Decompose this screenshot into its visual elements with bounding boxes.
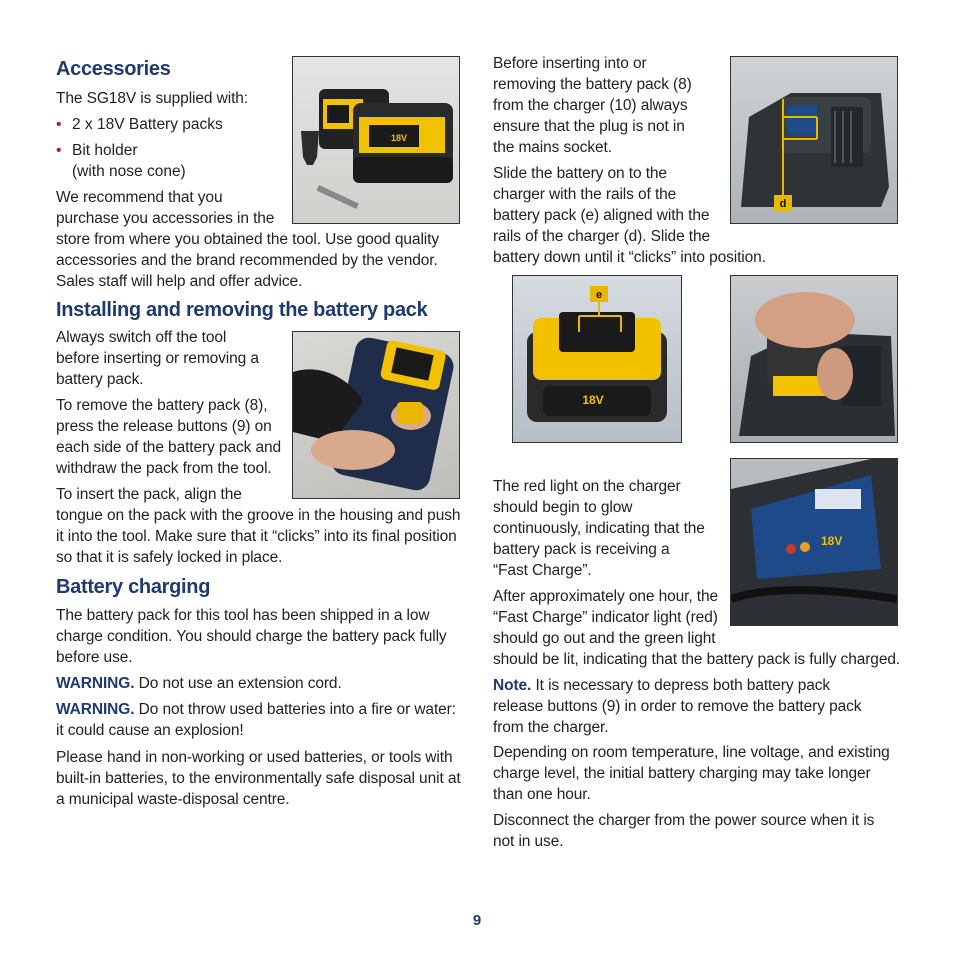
text-line: removing the battery pack (8) bbox=[493, 76, 692, 93]
text-line: “Fast Charge” indicator light (red) bbox=[493, 609, 718, 626]
text-line: To insert the pack, align the bbox=[56, 486, 242, 503]
text-line: battery pack (e) aligned with the bbox=[493, 207, 710, 224]
text-line: Depending on room temperature, line voltage, and existing bbox=[493, 744, 890, 761]
text-line: accessories and the brand recommended by the vendor. bbox=[56, 252, 438, 269]
text-line: battery down until it “clicks” into position. bbox=[493, 249, 766, 266]
text-line: battery pack. bbox=[56, 371, 144, 388]
text-line: The battery pack for this tool has been shipped in a low bbox=[56, 607, 430, 624]
bullet-text: (with nose cone) bbox=[72, 163, 186, 180]
battery-e-image bbox=[513, 276, 681, 442]
before-inserting-paragraph bbox=[493, 53, 723, 158]
remove-paragraph bbox=[56, 395, 291, 479]
callout-d-label: d bbox=[779, 198, 787, 210]
text-line: before use. bbox=[56, 649, 133, 666]
note-label: Note. bbox=[493, 677, 532, 694]
text-line: To remove the battery pack (8), bbox=[56, 397, 268, 414]
text-line: Please hand in non-working or used batteries, or tools with bbox=[56, 749, 453, 766]
text-line: charger with the rails of the bbox=[493, 186, 677, 203]
charging-paragraph bbox=[56, 605, 466, 668]
text-line: rails of the charger (d). Slide the bbox=[493, 228, 711, 245]
text-line: not in use. bbox=[493, 833, 564, 850]
accessories-photo bbox=[292, 56, 460, 224]
bullet-text: Bit holder bbox=[72, 142, 138, 159]
hands-battery-image bbox=[293, 332, 459, 498]
text-line: should begin to glow bbox=[493, 499, 633, 516]
text-line: built-in batteries, to the environmentally safe disposal unit at bbox=[56, 770, 461, 787]
text-line: so that it is safely locked in place. bbox=[56, 549, 283, 566]
warning-label: WARNING. bbox=[56, 675, 135, 692]
charger-voltage-label: 18V bbox=[821, 534, 843, 548]
list-item bbox=[56, 114, 223, 135]
slide-on-charger-photo bbox=[730, 275, 898, 443]
text-line: “Fast Charge”. bbox=[493, 562, 592, 579]
battery-label: 18V bbox=[582, 393, 604, 407]
text-line: tongue on the pack with the groove in the housing and push bbox=[56, 507, 461, 524]
bullet-marker: • bbox=[56, 116, 62, 133]
text-line: should be lit, indicating that the battery pack is fully charged. bbox=[493, 651, 901, 668]
charger-front-image bbox=[731, 459, 897, 625]
switch-off-paragraph bbox=[56, 327, 291, 390]
disconnect-paragraph bbox=[493, 810, 913, 852]
red-light-paragraph bbox=[493, 476, 728, 581]
text-line: After approximately one hour, the bbox=[493, 588, 719, 605]
battery-label: 18V bbox=[391, 133, 408, 143]
charger-image bbox=[731, 57, 897, 223]
charger-rails-photo bbox=[730, 56, 898, 224]
text-line: a municipal waste-disposal centre. bbox=[56, 791, 290, 808]
text-line: press the release buttons (9) on bbox=[56, 418, 272, 435]
text-line: store from where you obtained the tool. Use good quality bbox=[56, 231, 439, 248]
text-line: ensure that the plug is not in bbox=[493, 118, 685, 135]
text-line: Before inserting into or bbox=[493, 55, 647, 72]
warning-text: Do not use an extension cord. bbox=[134, 675, 342, 692]
text-line: charge condition. You should charge the battery pack fully bbox=[56, 628, 447, 645]
page-number: 9 bbox=[472, 912, 482, 929]
install-heading: Installing and removing the battery pack bbox=[56, 299, 428, 321]
text-line: Disconnect the charger from the power source when it is bbox=[493, 812, 875, 829]
note-paragraph bbox=[493, 675, 913, 738]
dispose-paragraph bbox=[56, 747, 466, 810]
accessories-heading: Accessories bbox=[56, 58, 171, 80]
charger-lights-photo bbox=[730, 458, 898, 626]
text-line: Always switch off the tool bbox=[56, 329, 227, 346]
text-line: Sales staff will help and offer advice. bbox=[56, 273, 303, 290]
text-line: We recommend that you bbox=[56, 189, 223, 206]
note-text: It is necessary to depress both battery pack bbox=[531, 677, 831, 694]
text-line: Slide the battery on to the bbox=[493, 165, 667, 182]
text-line: The red light on the charger bbox=[493, 478, 681, 495]
hand-charger-image bbox=[731, 276, 897, 442]
charging-heading: Battery charging bbox=[56, 576, 211, 598]
text-line: each side of the battery pack and bbox=[56, 439, 282, 456]
text-line: from the charger. bbox=[493, 719, 609, 736]
warning-fire bbox=[56, 699, 466, 741]
battery-packs-image bbox=[293, 57, 459, 223]
warning-text: Do not throw used batteries into a fire or water: bbox=[134, 701, 456, 718]
text-line: battery pack is receiving a bbox=[493, 541, 670, 558]
text-line: purchase you accessories in the bbox=[56, 210, 275, 227]
accessories-intro: The SG18V is supplied with: bbox=[56, 90, 249, 107]
warning-label: WARNING. bbox=[56, 701, 135, 718]
text-line: before inserting or removing a bbox=[56, 350, 259, 367]
warning-extension bbox=[56, 673, 342, 694]
text-line: continuously, indicating that the bbox=[493, 520, 705, 537]
callout-e-label: e bbox=[595, 289, 603, 301]
remove-pack-photo bbox=[292, 331, 460, 499]
list-item bbox=[56, 140, 186, 182]
bullet-text: 2 x 18V Battery packs bbox=[72, 116, 223, 133]
depending-paragraph bbox=[493, 742, 913, 805]
text-line: it into the tool. Make sure that it “clicks” into its final position bbox=[56, 528, 457, 545]
text-line: from the charger (10) always bbox=[493, 97, 688, 114]
text-line: charge level, the initial battery charging may take longer bbox=[493, 765, 871, 782]
battery-rails-photo bbox=[512, 275, 682, 443]
text-line: release buttons (9) in order to remove the battery pack bbox=[493, 698, 862, 715]
text-line: it could cause an explosion! bbox=[56, 722, 244, 739]
text-line: than one hour. bbox=[493, 786, 591, 803]
text-line: the mains socket. bbox=[493, 139, 612, 156]
bullet-marker: • bbox=[56, 142, 62, 159]
text-line: withdraw the pack from the tool. bbox=[56, 460, 272, 477]
text-line: should go out and the green light bbox=[493, 630, 716, 647]
